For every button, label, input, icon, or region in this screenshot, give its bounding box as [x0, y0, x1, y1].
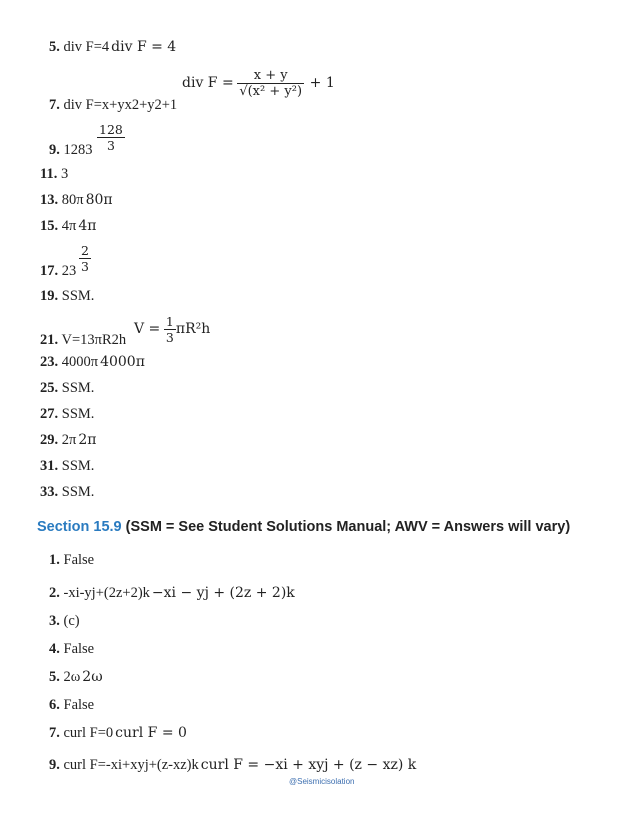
math-frac-17: $\frac{2}{3}$	[81, 243, 89, 274]
math-div-f: div F = 4	[111, 39, 177, 55]
answer-29: 29. 2π 2π	[40, 432, 97, 448]
watermark: @Seismicisolation	[289, 777, 355, 786]
answer-5: 5. div F=4 div F = 4	[49, 39, 177, 55]
answer-b-2: 2. -xi-yj+(2z+2)k −xi − yj + (2z + 2)k	[49, 585, 295, 601]
answer-19: 19. SSM.	[40, 288, 95, 304]
answer-b-4: 4. False	[49, 641, 95, 657]
answer-b-1: 1. False	[49, 552, 95, 568]
answer-9: 9. 1283	[49, 142, 93, 158]
section-subtitle: (SSM = See Student Solutions Manual; AWV = Answers will vary)	[125, 519, 571, 535]
section-title: Section 15.9	[37, 519, 122, 535]
answer-27: 27. SSM.	[40, 406, 95, 422]
math-block-7: div F = $\frac{x + y}{\text{√(x² + y²)}}$ + 1	[182, 68, 335, 99]
answer-b-5: 5. 2ω 2ω	[49, 669, 103, 685]
math-frac-9: $\frac{128}{3}$	[99, 122, 123, 153]
answer-33: 33. SSM.	[40, 484, 95, 500]
section-heading	[37, 518, 570, 536]
answer-25: 25. SSM.	[40, 380, 95, 396]
answer-13: 13. 80π 80π	[40, 192, 113, 208]
answer-15: 15. 4π 4π	[40, 218, 97, 234]
answer-23: 23. 4000π 4000π	[40, 354, 145, 370]
math-volume-21: V = $\frac{1}{3}$ πR²h	[134, 314, 211, 345]
answer-21: 21. V=13πR2h	[40, 332, 127, 348]
answer-b-7: 7. curl F=0 curl F = 0	[49, 725, 187, 741]
answer-b-6: 6. False	[49, 697, 95, 713]
answer-31: 31. SSM.	[40, 458, 95, 474]
answer-17: 17. 23	[40, 263, 77, 279]
answer-11: 11. 3	[40, 166, 69, 182]
answer-b-3: 3. (c)	[49, 613, 80, 629]
answer-7: 7. div F=x+yx2+y2+1	[49, 97, 178, 113]
answer-b-9: 9. curl F=-xi+xyj+(z-xz)k curl F = −xi + xyj + (z − xz) k	[49, 757, 417, 773]
